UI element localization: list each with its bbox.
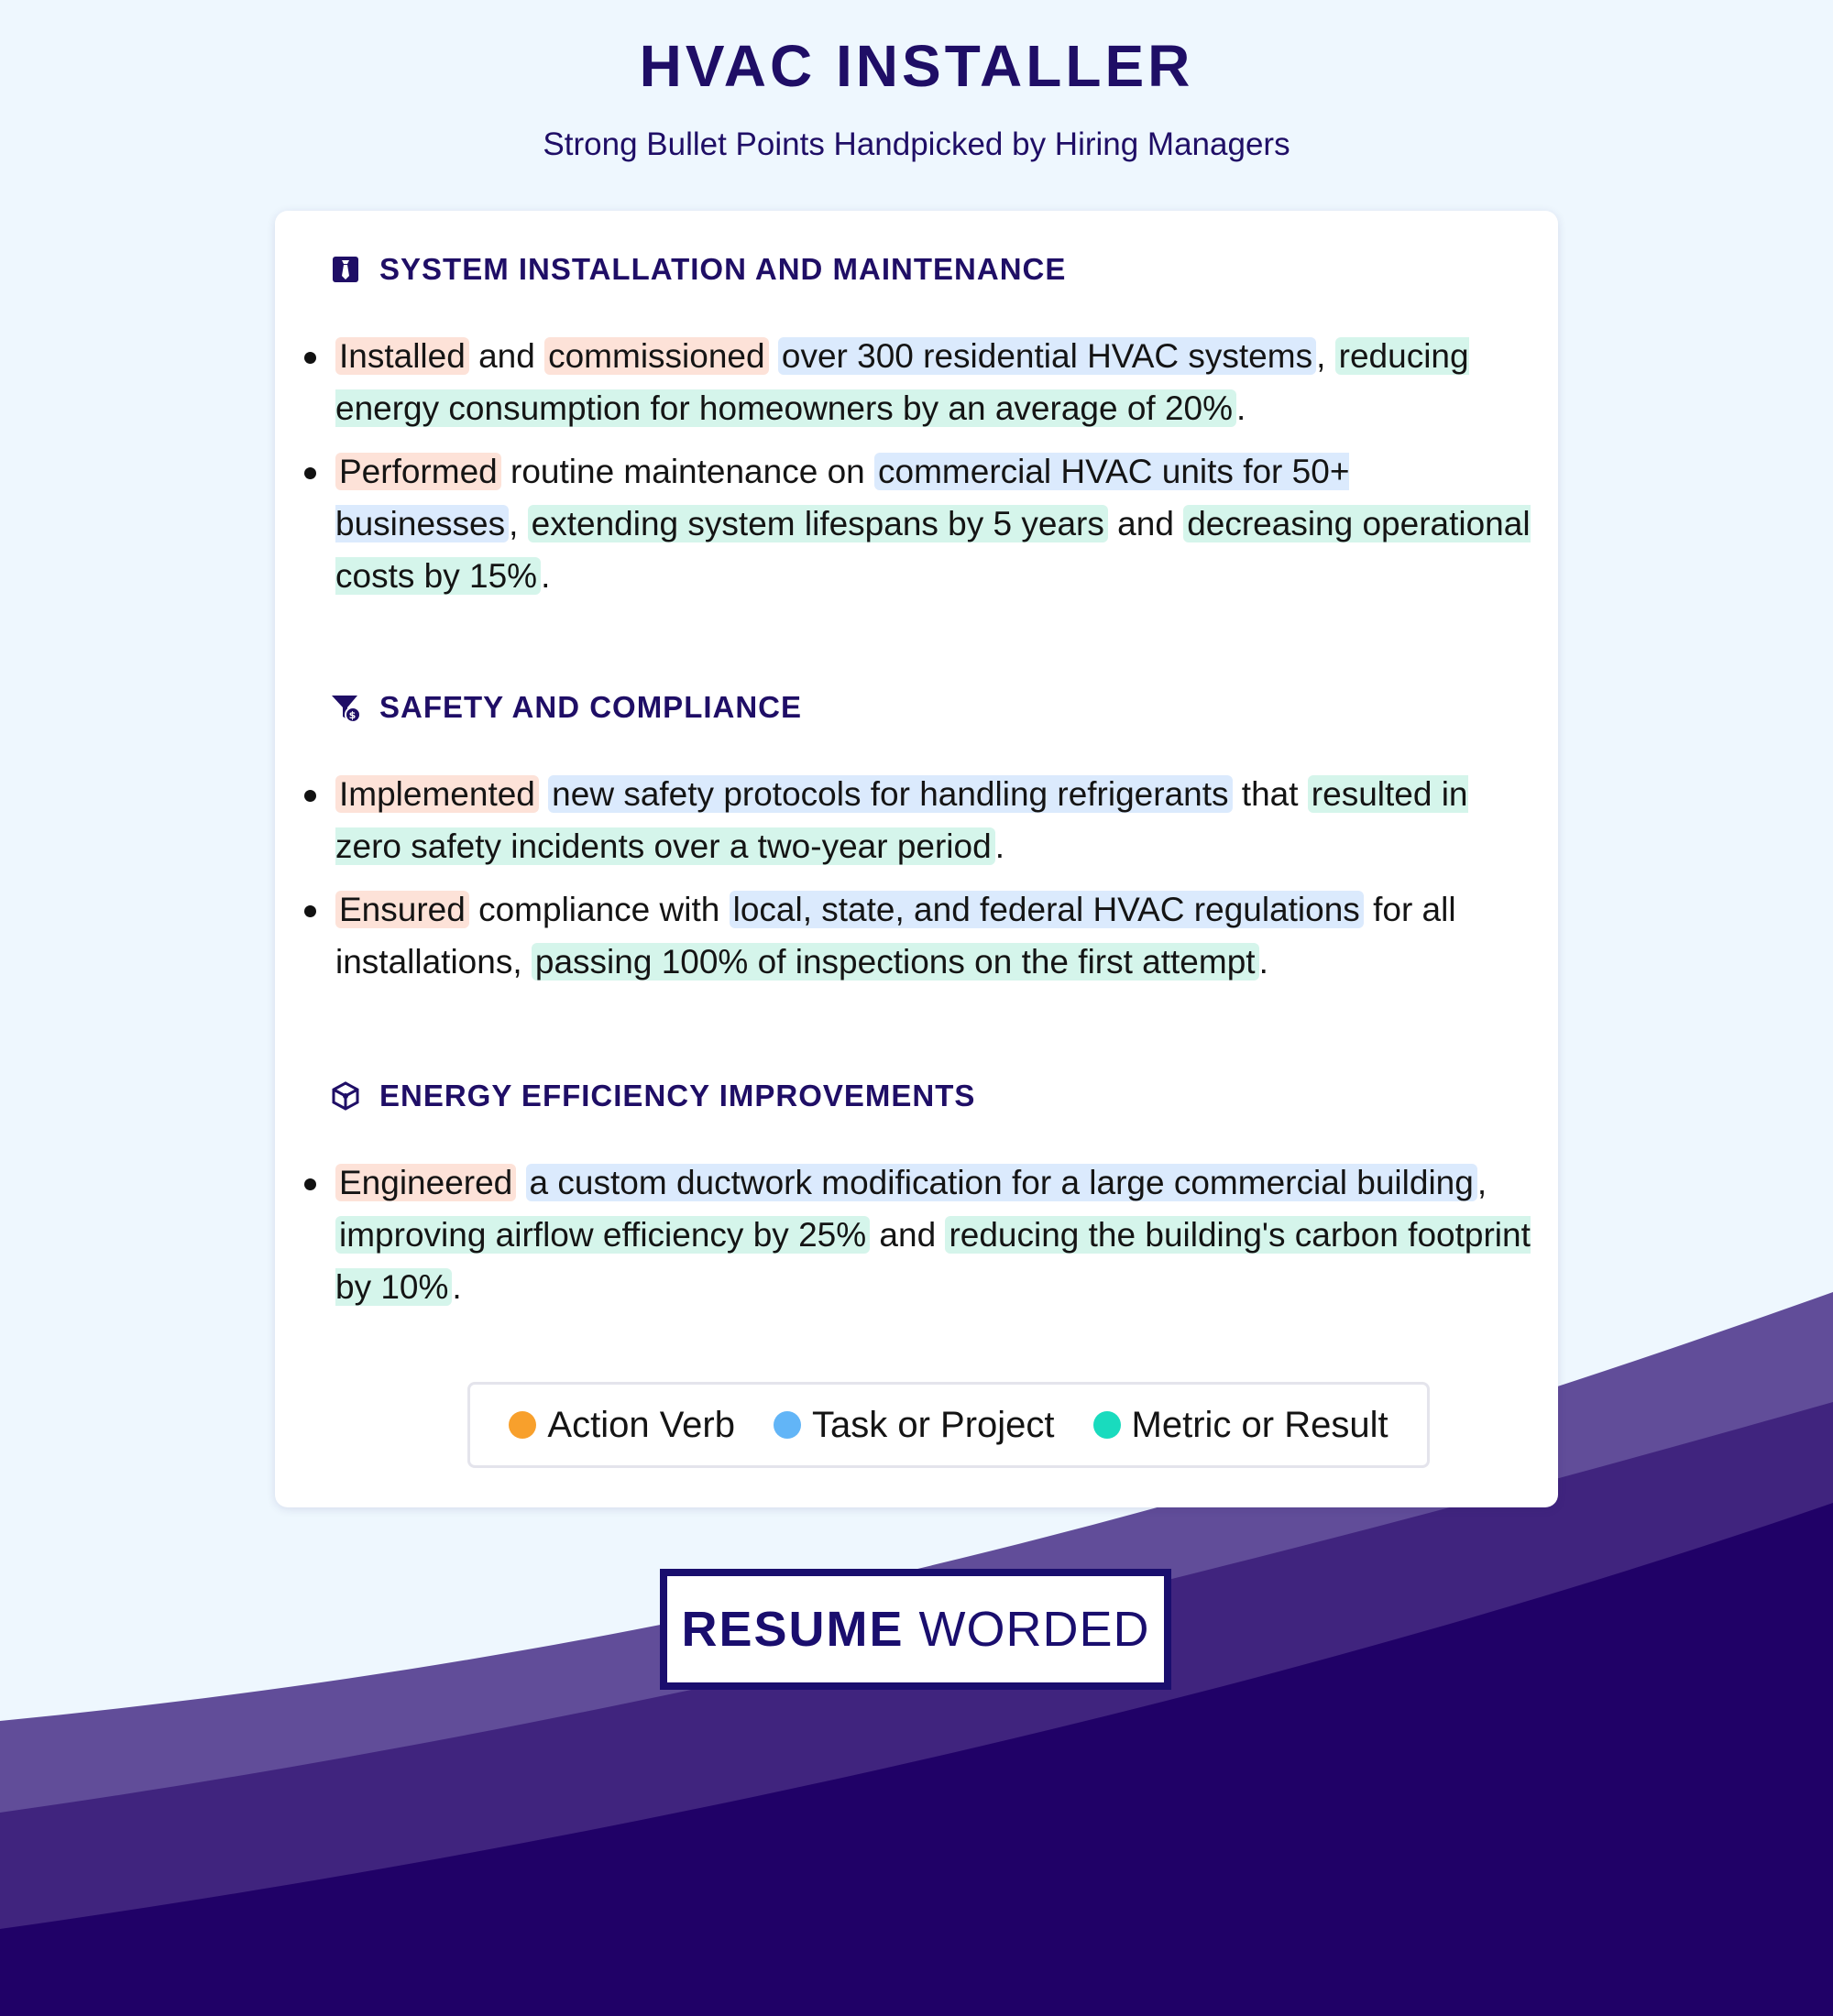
page-header (0, 29, 1833, 165)
tie-icon (330, 254, 361, 285)
bullet-text: that (1232, 775, 1308, 813)
bullet-item (302, 330, 1531, 434)
bullet-text: and (870, 1216, 946, 1254)
bullet-list (302, 768, 1531, 999)
bullet-item (302, 883, 1531, 988)
bullet-text (769, 337, 778, 375)
action-verb-highlight: Engineered (335, 1164, 516, 1201)
bullet-text: for all installations, (335, 891, 1456, 981)
metric-highlight: reducing the building's carbon footprint by 10% (335, 1216, 1531, 1306)
section-heading-safety (330, 690, 802, 725)
action-verb-highlight: Performed (335, 453, 501, 490)
legend-item-metric-or-result (1093, 1405, 1388, 1446)
bullet-text: . (541, 557, 551, 595)
bullet-text: . (994, 827, 1004, 865)
funnel-dollar-icon (330, 692, 361, 723)
highlight-legend (467, 1382, 1430, 1468)
legend-dot (774, 1411, 801, 1439)
action-verb-highlight: commissioned (544, 337, 768, 375)
bullet-text: . (1236, 389, 1246, 427)
resume-worded-logo (660, 1569, 1171, 1690)
bullet-list (302, 1156, 1531, 1324)
bullet-item (302, 768, 1531, 872)
section-title: ENERGY EFFICIENCY IMPROVEMENTS (379, 1079, 976, 1112)
bullet-text: and (468, 337, 545, 375)
bullet-item (302, 445, 1531, 602)
section-title: SYSTEM INSTALLATION AND MAINTENANCE (379, 252, 1067, 286)
bullet-text (539, 775, 548, 813)
legend-label: Metric or Result (1131, 1404, 1388, 1445)
page-title: HVAC INSTALLER (639, 33, 1194, 99)
bullet-list (302, 330, 1531, 613)
metric-highlight: decreasing operational costs by 15% (335, 505, 1531, 595)
bullet-text: compliance with (468, 891, 730, 928)
action-verb-highlight: Installed (335, 337, 469, 375)
section-heading-energy (330, 1079, 975, 1113)
task-highlight: commercial HVAC units for 50+ businesses (335, 453, 1350, 542)
metric-highlight: passing 100% of inspections on the first attempt (532, 943, 1259, 981)
task-highlight: new safety protocols for handling refrigerants (548, 775, 1232, 813)
bullet-text: , (1476, 1164, 1487, 1201)
metric-highlight: improving airflow efficiency by 25% (335, 1216, 870, 1254)
bullet-text: , (1316, 337, 1335, 375)
brand-bold-text: RESUME (681, 1602, 905, 1657)
legend-label: Action Verb (547, 1404, 735, 1445)
bullet-text (516, 1164, 525, 1201)
task-highlight: a custom ductwork modification for a large commercial building (526, 1164, 1477, 1201)
metric-highlight: reducing energy consumption for homeowners by an average of 20% (335, 337, 1469, 427)
task-highlight: local, state, and federal HVAC regulations (730, 891, 1364, 928)
legend-item-task-or-project (774, 1405, 1055, 1446)
action-verb-highlight: Ensured (335, 891, 469, 928)
bullet-text: and (1107, 505, 1184, 542)
bullet-item (302, 1156, 1531, 1313)
brand-light-text: WORDED (918, 1602, 1150, 1657)
metric-highlight: resulted in zero safety incidents over a two-year period (335, 775, 1468, 865)
bullet-text: , (509, 505, 528, 542)
svg-text:$: $ (348, 709, 357, 721)
section-title: SAFETY AND COMPLIANCE (379, 690, 803, 724)
legend-dot (1093, 1411, 1121, 1439)
bullet-text: routine maintenance on (500, 453, 875, 490)
legend-label: Task or Project (811, 1404, 1055, 1445)
cube-network-icon (330, 1080, 361, 1112)
action-verb-highlight: Implemented (335, 775, 539, 813)
section-heading-installation (330, 252, 1066, 287)
legend-dot (509, 1411, 536, 1439)
task-highlight: over 300 residential HVAC systems (778, 337, 1316, 375)
bullet-points-card (275, 211, 1558, 1507)
page-subtitle: Strong Bullet Points Handpicked by Hiring Managers (543, 126, 1290, 162)
metric-highlight: extending system lifespans by 5 years (528, 505, 1108, 542)
legend-item-action-verb (509, 1405, 735, 1446)
bullet-text: . (452, 1268, 462, 1306)
bullet-text: . (1258, 943, 1268, 981)
